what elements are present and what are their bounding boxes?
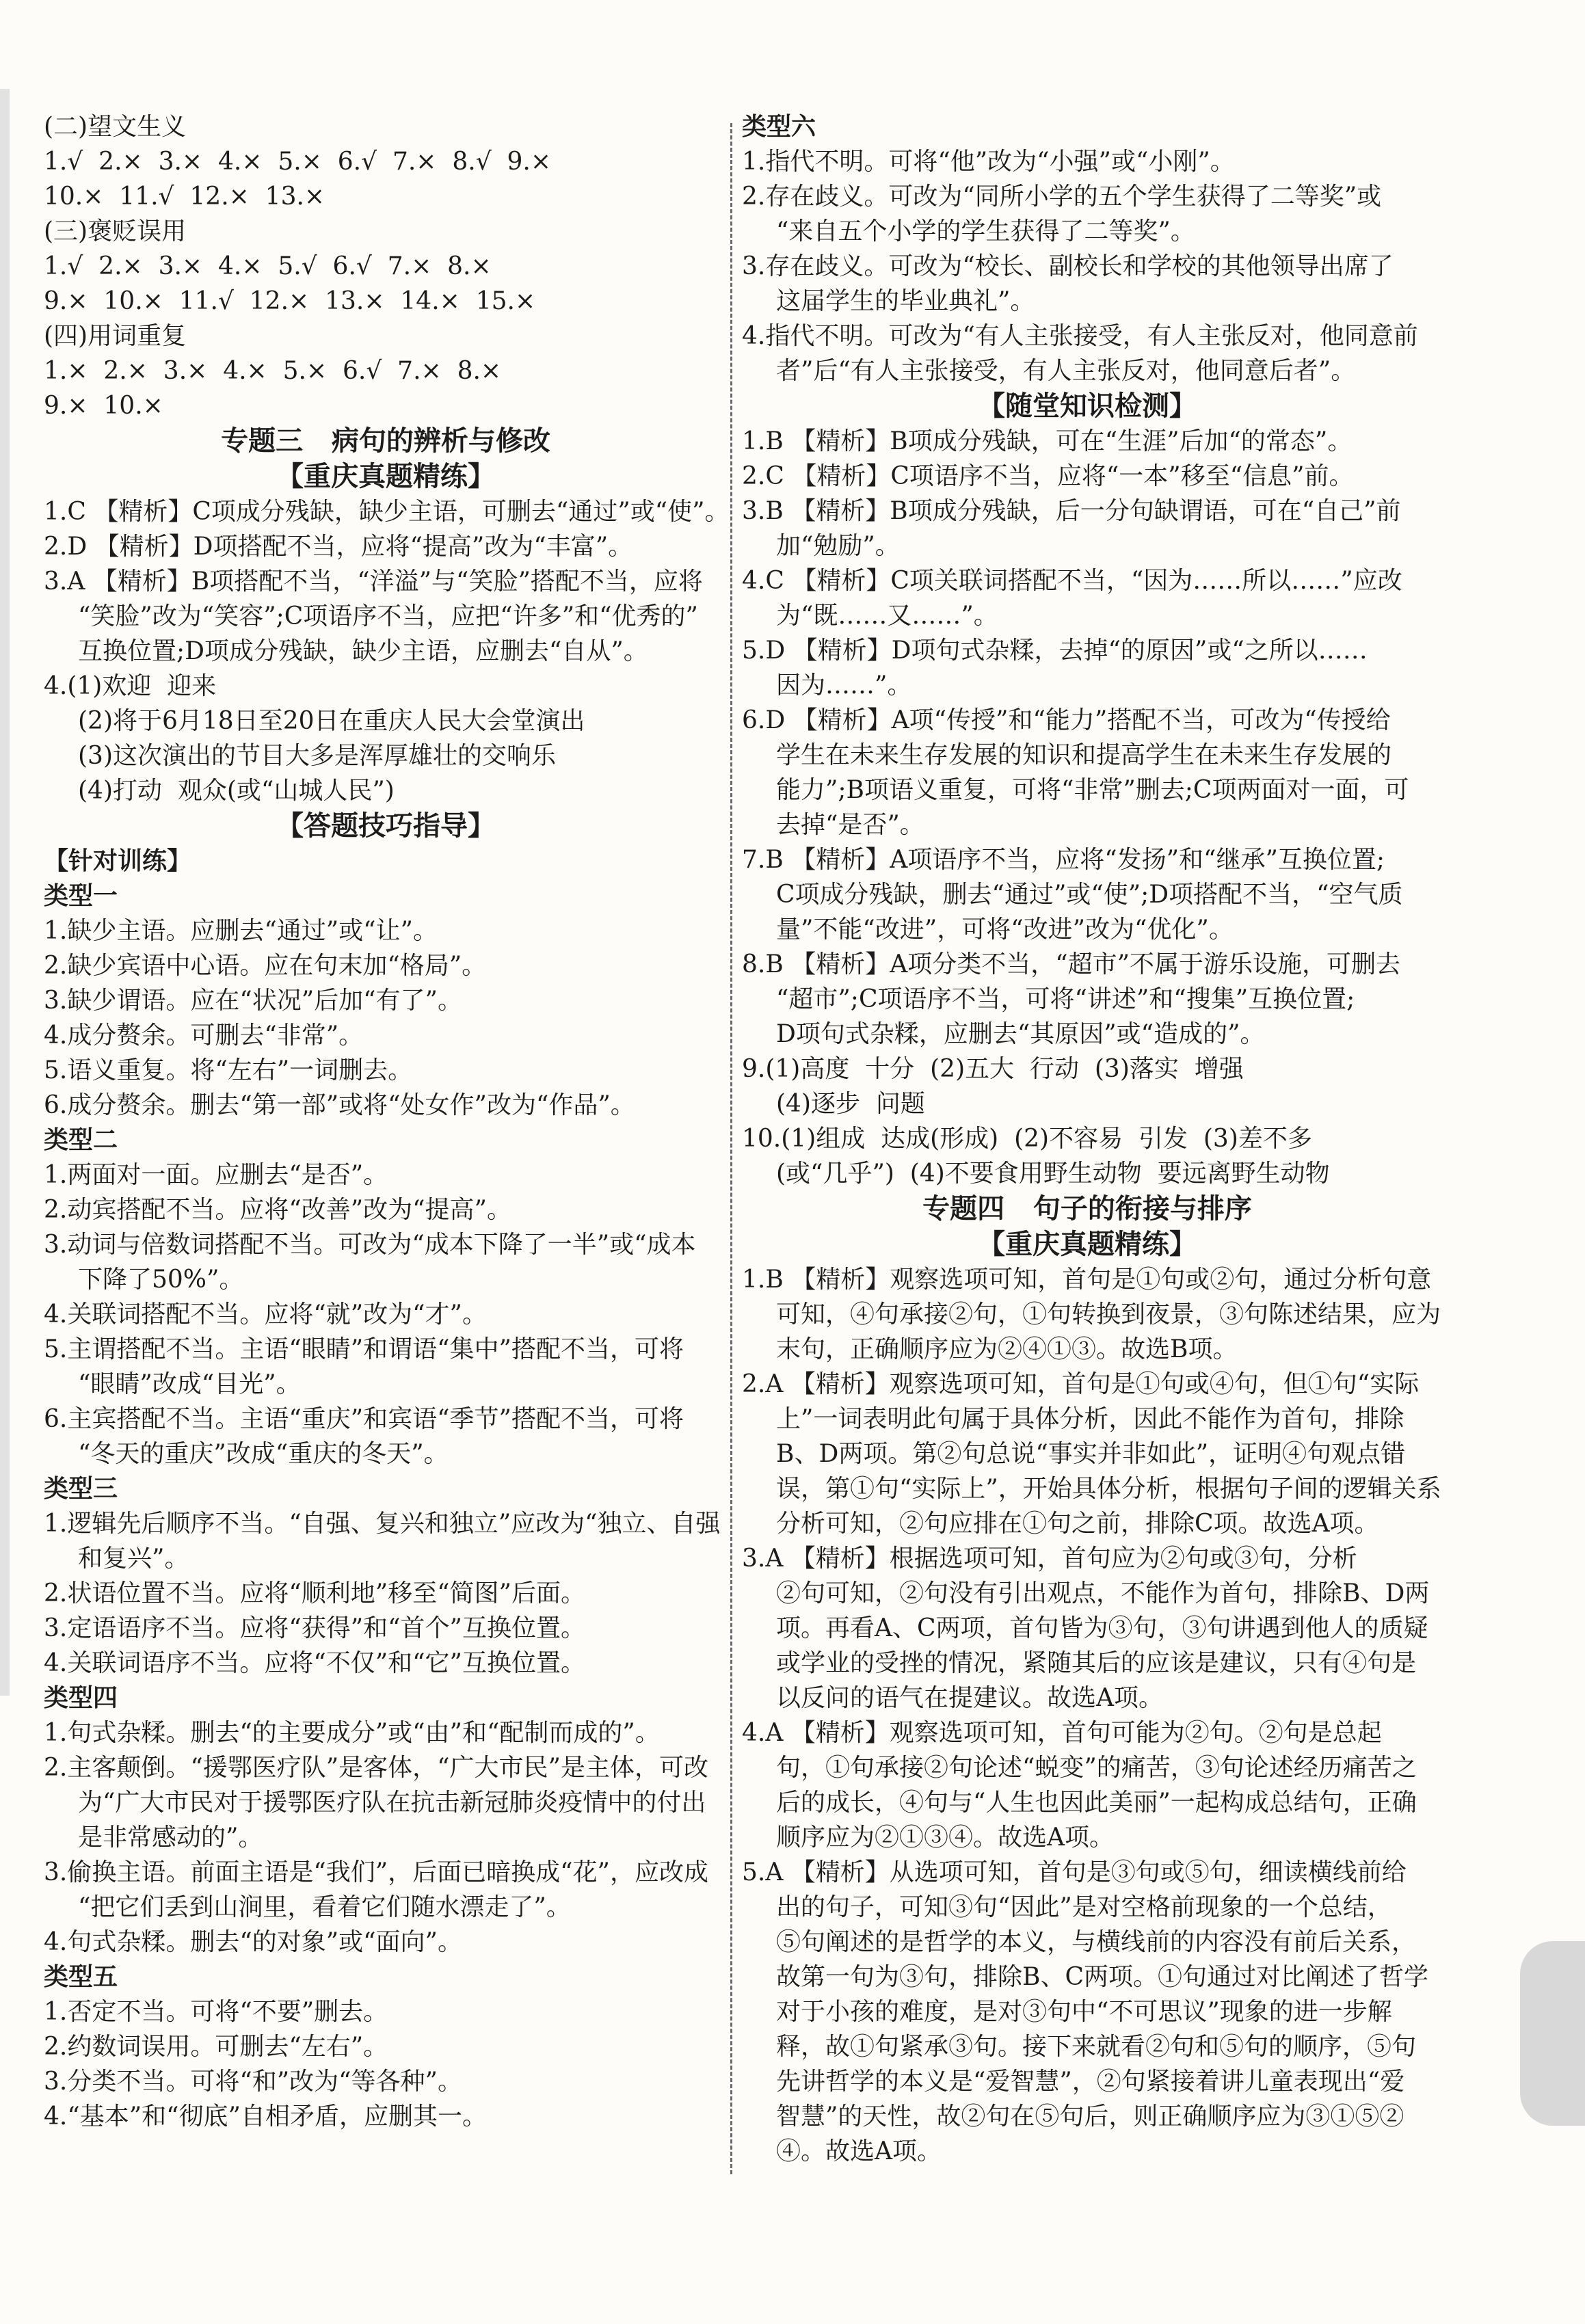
text-line: 4.C 【精析】C项关联词搭配不当，“因为……所以……”应改 — [742, 567, 1402, 595]
text-line: 5.主谓搭配不当。主语“眼睛”和谓语“集中”搭配不当，可将 — [44, 1335, 684, 1363]
text-line: 6.成分赘余。删去“第一部”或将“处女作”改为“作品”。 — [44, 1091, 635, 1119]
text-line: 4.A 【精析】观察选项可知，首句可能为②句。②句是总起 — [742, 1719, 1382, 1747]
text-line: 1.否定不当。可将“不要”删去。 — [44, 1998, 388, 2026]
text-line-continued: 以反问的语气在提建议。故选A项。 — [776, 1684, 1163, 1712]
section-heading: 专题三 病句的辨析与修改 — [221, 425, 550, 457]
text-line-continued: “来自五个小学的学生获得了二等奖”。 — [776, 217, 1195, 245]
text-line: 2.缺少宾语中心语。应在句末加“格局”。 — [44, 952, 487, 980]
text-line-continued: 末句，正确顺序应为②④①③。故选B项。 — [776, 1335, 1238, 1363]
text-line: 4.关联词语序不当。应将“不仅”和“它”互换位置。 — [44, 1649, 585, 1677]
text-line: 2.C 【精析】C项语序不当，应将“一本”移至“信息”前。 — [742, 462, 1354, 490]
page-edge-shadow — [0, 89, 10, 1696]
text-line-continued: 为“既……又……”。 — [776, 602, 998, 630]
text-line: (二)望文生义 — [44, 113, 187, 141]
text-line-continued: D项句式杂糅，应删去“其原因”或“造成的”。 — [776, 1020, 1265, 1048]
section-heading: 专题四 句子的衔接与排序 — [922, 1192, 1252, 1225]
text-line-continued: 先讲哲学的本义是“爱智慧”，②句紧接着讲儿童表现出“爱 — [776, 2068, 1405, 2096]
text-line: 3.定语语序不当。应将“获得”和“首个”互换位置。 — [44, 1614, 585, 1642]
subsection-label: 类型二 — [44, 1125, 118, 1154]
text-line: 1.指代不明。可将“他”改为“小强”或“小刚”。 — [742, 148, 1235, 176]
text-line-continued: 学生在未来生存发展的知识和提高学生在未来生存发展的 — [776, 741, 1392, 769]
text-line-continued: (或“几乎”) (4)不要食用野生动物 要远离野生动物 — [776, 1160, 1330, 1188]
text-line: 3.B 【精析】B项成分残缺，后一分句缺谓语，可在“自己”前 — [742, 497, 1401, 525]
text-line: 3.缺少谓语。应在“状况”后加“有了”。 — [44, 987, 462, 1015]
subsection-label: 类型五 — [44, 1962, 118, 1991]
text-line-continued: 故第一句为③句，排除B、C两项。①句通过对比阐述了哲学 — [776, 1963, 1429, 1991]
text-line-continued: 和复兴”。 — [78, 1545, 189, 1573]
subsection-label: 类型三 — [44, 1474, 118, 1503]
text-line: 3.偷换主语。前面主语是“我们”，后面已暗换成“花”，应改成 — [44, 1858, 708, 1886]
text-line-continued: 能力”;B项语义重复，可将“非常”删去;C项两面对一面，可 — [776, 776, 1409, 804]
left-column — [44, 109, 728, 2134]
text-line: 3.A 【精析】根据选项可知，首句应为②句或③句，分析 — [742, 1545, 1357, 1573]
text-line-continued: 后的成长，④句与“人生也因此美丽”一起构成总结句，正确 — [776, 1789, 1417, 1817]
text-line: 2.D 【精析】D项搭配不当，应将“提高”改为“丰富”。 — [44, 533, 633, 561]
text-line: (四)用词重复 — [44, 322, 187, 350]
text-line-continued: (4)打动 观众(或“山城人民”) — [78, 777, 395, 805]
text-line-continued: 分析可知，②句应排在①句之前，排除C项。故选A项。 — [776, 1510, 1379, 1538]
text-line-continued: 是非常感动的”。 — [78, 1824, 263, 1852]
text-line: 8.B 【精析】A项分类不当，“超市”不属于游乐设施，可删去 — [742, 950, 1401, 978]
text-line-continued: B、D两项。第②句总说“事实并非如此”，证明④句观点错 — [776, 1440, 1406, 1468]
text-line: 3.存在歧义。可改为“校长、副校长和学校的其他领导出席了 — [742, 252, 1394, 280]
text-line-continued: 者”后“有人主张接受，有人主张反对，他同意后者”。 — [776, 357, 1356, 385]
text-line-continued: 项。再看A、C两项，首句皆为③句，③句讲遇到他人的质疑 — [776, 1614, 1428, 1642]
text-line: 4.句式杂糅。删去“的对象”或“面向”。 — [44, 1928, 462, 1956]
text-line: 1.√ 2.× 3.× 4.× 5.√ 6.√ 7.× 8.× — [44, 252, 492, 280]
text-line-continued: (2)将于6月18日至20日在重庆人民大会堂演出 — [78, 707, 585, 735]
text-line-continued: “超市”;C项语序不当，可将“讲述”和“搜集”互换位置; — [776, 985, 1355, 1013]
text-line-continued: 加“勉励”。 — [776, 532, 900, 560]
text-line: 1.× 2.× 3.× 4.× 5.× 6.√ 7.× 8.× — [44, 357, 502, 385]
subsection-label: 类型六 — [742, 112, 816, 141]
subsection-label: 类型一 — [44, 881, 118, 910]
text-line-continued: ⑤句阐述的是哲学的本义，与横线前的内容没有前后关系， — [776, 1928, 1417, 1956]
text-line: 4.成分赘余。可删去“非常”。 — [44, 1021, 364, 1050]
text-line-continued: 上”一词表明此句属于具体分析，因此不能作为首句，排除 — [776, 1405, 1404, 1433]
text-line-continued: 因为……”。 — [776, 671, 912, 699]
section-heading: 【重庆真题精练】 — [978, 1228, 1197, 1260]
text-line: 1.两面对一面。应删去“是否”。 — [44, 1161, 388, 1189]
text-line: 2.动宾搭配不当。应将“改善”改为“提高”。 — [44, 1196, 511, 1224]
text-line-continued: 出的句子，可知③句“因此”是对空格前现象的一个总结， — [776, 1893, 1392, 1921]
column-divider — [730, 123, 732, 2174]
text-line-continued: 量”不能“改进”，可将“改进”改为“优化”。 — [776, 916, 1234, 944]
text-line: 7.B 【精析】A项语序不当，应将“发扬”和“继承”互换位置; — [742, 846, 1385, 874]
text-line: 10.(1)组成 达成(形成) (2)不容易 引发 (3)差不多 — [742, 1125, 1312, 1153]
text-line-continued: “把它们丢到山涧里，看着它们随水漂走了”。 — [78, 1893, 571, 1921]
text-line-continued: 互换位置;D项成分残缺，缺少主语，应删去“自从”。 — [78, 637, 648, 665]
text-line: 1.逻辑先后顺序不当。“自强、复兴和独立”应改为“独立、自强 — [44, 1510, 721, 1538]
text-line: 1.C 【精析】C项成分残缺，缺少主语，可删去“通过”或“使”。 — [44, 498, 730, 526]
text-line: 1.句式杂糅。删去“的主要成分”或“由”和“配制而成的”。 — [44, 1719, 660, 1747]
text-line: 2.状语位置不当。应将“顺利地”移至“简图”后面。 — [44, 1579, 585, 1607]
text-line: 4.“基本”和“彻底”自相矛盾，应删其一。 — [44, 2102, 487, 2131]
right-column — [742, 109, 1441, 2169]
text-line-continued: 去掉“是否”。 — [776, 811, 924, 839]
text-line: 3.A 【精析】B项搭配不当，“洋溢”与“笑脸”搭配不当，应将 — [44, 567, 703, 596]
section-heading: 【重庆真题精练】 — [276, 460, 495, 492]
text-line: 2.主客颠倒。“援鄂医疗队”是客体，“广大市民”是主体，可改 — [44, 1754, 708, 1782]
text-line: 4.(1)欢迎 迎来 — [44, 672, 217, 700]
text-line-continued: ②句可知，②句没有引出观点，不能作为首句，排除B、D两 — [776, 1579, 1430, 1607]
text-line-continued: 或学业的受挫的情况，紧随其后的应该是建议，只有④句是 — [776, 1649, 1417, 1677]
text-line: 4.指代不明。可改为“有人主张接受，有人主张反对，他同意前 — [742, 322, 1418, 350]
section-heading: 【答题技巧指导】 — [276, 810, 495, 842]
text-line-continued: 顺序应为②①③④。故选A项。 — [776, 1824, 1114, 1852]
text-line: 10.× 11.√ 12.× 13.× — [44, 183, 325, 211]
text-line-continued: “冬天的重庆”改成“重庆的冬天”。 — [78, 1440, 449, 1468]
text-line: 9.× 10.× — [44, 392, 163, 420]
text-line: 5.A 【精析】从选项可知，首句是③句或⑤句，细读横线前给 — [742, 1858, 1407, 1886]
text-line: 1.B 【精析】观察选项可知，首句是①句或②句，通过分析句意 — [742, 1266, 1432, 1294]
text-line-continued: “眼睛”改成“目光”。 — [78, 1370, 301, 1398]
text-line-continued: (3)这次演出的节目大多是浑厚雄壮的交响乐 — [78, 742, 556, 770]
text-line: 2.A 【精析】观察选项可知，首句是①句或④句，但①句“实际 — [742, 1370, 1420, 1398]
text-line: 1.B 【精析】B项成分残缺，可在“生涯”后加“的常态”。 — [742, 427, 1353, 455]
text-line: 9.× 10.× 11.√ 12.× 13.× 14.× 15.× — [44, 287, 536, 315]
text-line: 6.D 【精析】A项“传授”和“能力”搭配不当，可改为“传授给 — [742, 706, 1391, 734]
text-line: 3.动词与倍数词搭配不当。可改为“成本下降了一半”或“成本 — [44, 1231, 696, 1259]
text-line: 2.存在歧义。可改为“同所小学的五个学生获得了二等奖”或 — [742, 183, 1382, 211]
subsection-label: 类型四 — [44, 1683, 118, 1712]
text-line: 1.√ 2.× 3.× 4.× 5.× 6.√ 7.× 8.√ 9.× — [44, 148, 552, 176]
text-line: 1.缺少主语。应删去“通过”或“让”。 — [44, 917, 438, 945]
text-line-continued: C项成分残缺，删去“通过”或“使”;D项搭配不当，“空气质 — [776, 881, 1403, 909]
text-line: 6.主宾搭配不当。主语“重庆”和宾语“季节”搭配不当，可将 — [44, 1405, 684, 1433]
text-line: 2.约数词误用。可删去“左右”。 — [44, 2033, 388, 2061]
text-line-continued: 为“广大市民对于援鄂医疗队在抗击新冠肺炎疫情中的付出 — [78, 1789, 706, 1817]
text-line-continued: “笑脸”改为“笑容”;C项语序不当，应把“许多”和“优秀的” — [78, 602, 698, 630]
text-line: 3.分类不当。可将“和”改为“等各种”。 — [44, 2068, 462, 2096]
text-line: 9.(1)高度 十分 (2)五大 行动 (3)落实 增强 — [742, 1055, 1244, 1083]
section-heading: 【随堂知识检测】 — [978, 390, 1197, 422]
text-line: 5.D 【精析】D项句式杂糅，去掉“的原因”或“之所以…… — [742, 637, 1368, 665]
page-thumb-tab — [1520, 1941, 1585, 2126]
text-line-continued: (4)逐步 问题 — [776, 1090, 925, 1118]
text-line: 4.关联词搭配不当。应将“就”改为“才”。 — [44, 1300, 487, 1328]
text-line-continued: 下降了50%”。 — [78, 1266, 244, 1294]
text-line: 5.语义重复。将“左右”一词删去。 — [44, 1056, 413, 1084]
text-line-continued: 可知，④句承接②句，①句转换到夜景，③句陈述结果，应为 — [776, 1300, 1441, 1328]
text-line-continued: ④。故选A项。 — [776, 2137, 942, 2165]
text-line-continued: 对于小孩的难度，是对③句中“不可思议”现象的进一步解 — [776, 1998, 1392, 2026]
text-line-continued: 释，故①句紧承③句。接下来就看②句和⑤句的顺序，⑤句 — [776, 2033, 1417, 2061]
text-line-continued: 句，①句承接②句论述“蜕变”的痛苦，③句论述经历痛苦之 — [776, 1754, 1417, 1782]
text-line: (三)褒贬误用 — [44, 217, 187, 245]
subsection-label: 【针对训练】 — [44, 846, 192, 875]
text-line-continued: 这届学生的毕业典礼”。 — [776, 287, 1035, 315]
text-line-continued: 智慧”的天性，故②句在⑤句后，则正确顺序应为③①⑤② — [776, 2102, 1404, 2131]
text-line-continued: 误，第①句“实际上”，开始具体分析，根据句子间的逻辑关系 — [776, 1475, 1441, 1503]
